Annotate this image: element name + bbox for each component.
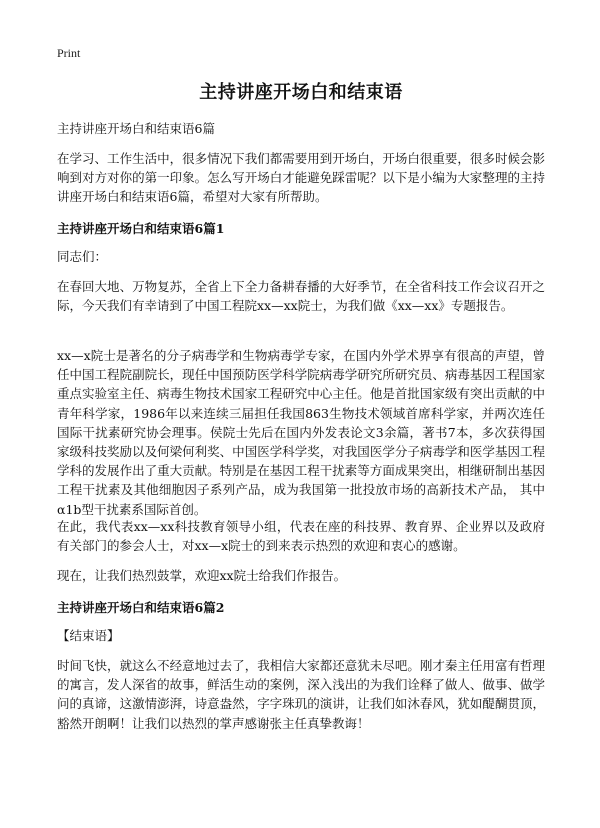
section-1-paragraph-2: xx—x院士是著名的分子病毒学和生物病毒学专家，在国内外学术界享有很高的声望，曾任中国工程院副院长，现任中国预防医学科学院病毒学研究所研究员、病毒基因工程国家重点实验室主任、病毒生物技术国家工程研究中心主任。他是首批国家级有突出贡献的中青年科学家，1986年以来连续三届担任我国863生物技术领域首席科学家，并两次连任国际干扰素研究协会理事。侯院士先后在国内外发表论文3余篇，著书7本，多次获得国家级科技奖励以及何梁何利奖、中国医学科学奖，对我国医学分子病毒学和医学基因工程学科的发展作出了重大贡献。特别是在基因工程干扰素等方面成果突出，相继研制出基因工程干扰素及其他细胞因子系列产品，成为我国第一批投放市场的高新技术产品， 其中α1b型干扰素系国际首创。 [57, 348, 545, 517]
section-1-paragraph-3: 在此，我代表xx—xx科技教育领导小组，代表在座的科技界、教育界、企业界以及政府有关部门的参会人士，对xx—x院士的到来表示热烈的欢迎和衷心的感谢。 [57, 519, 545, 554]
closing-label: 【结束语】 [57, 628, 120, 643]
greeting-text: 同志们： [57, 249, 108, 264]
page-title: 主持讲座开场白和结束语 [199, 82, 403, 103]
section-2-heading: 主持讲座开场白和结束语6篇2 [57, 600, 225, 615]
section-2-paragraph-1: 时间飞快，就这么不经意地过去了，我相信大家都还意犹未尽吧。刚才秦主任用富有哲理的寓言，发人深省的故事，鲜活生动的案例，深入浅出的为我们诠释了做人、做事、做学问的真谛，这激情澎湃，诗意盎然，字字珠玑的演讲，让我们如沐春风，犹如醍醐贯顶，豁然开朗啊！让我们以热烈的掌声感谢张主任真挚教诲！ [57, 658, 545, 731]
print-link[interactable]: Print [57, 46, 81, 60]
section-1-paragraph-1: 在春回大地、万物复苏，全省上下全力备耕春播的大好季节，在全省科技工作会议召开之际，今天我们有幸请到了中国工程院xx—xx院士，为我们做《xx—xx》专题报告。 [57, 279, 545, 314]
section-1-paragraph-4: 现在，让我们热烈鼓掌，欢迎xx院士给我们作报告。 [57, 568, 347, 583]
intro-paragraph: 在学习、工作生活中，很多情况下我们都需要用到开场白，开场白很重要，很多时候会影响到对方对你的第一印象。怎么写开场白才能避免踩雷呢？以下是小编为大家整理的主持讲座开场白和结束语6篇，希望对大家有所帮助。 [57, 151, 545, 205]
section-1-heading: 主持讲座开场白和结束语6篇1 [57, 221, 225, 236]
document-subtitle: 主持讲座开场白和结束语6篇 [57, 121, 215, 136]
